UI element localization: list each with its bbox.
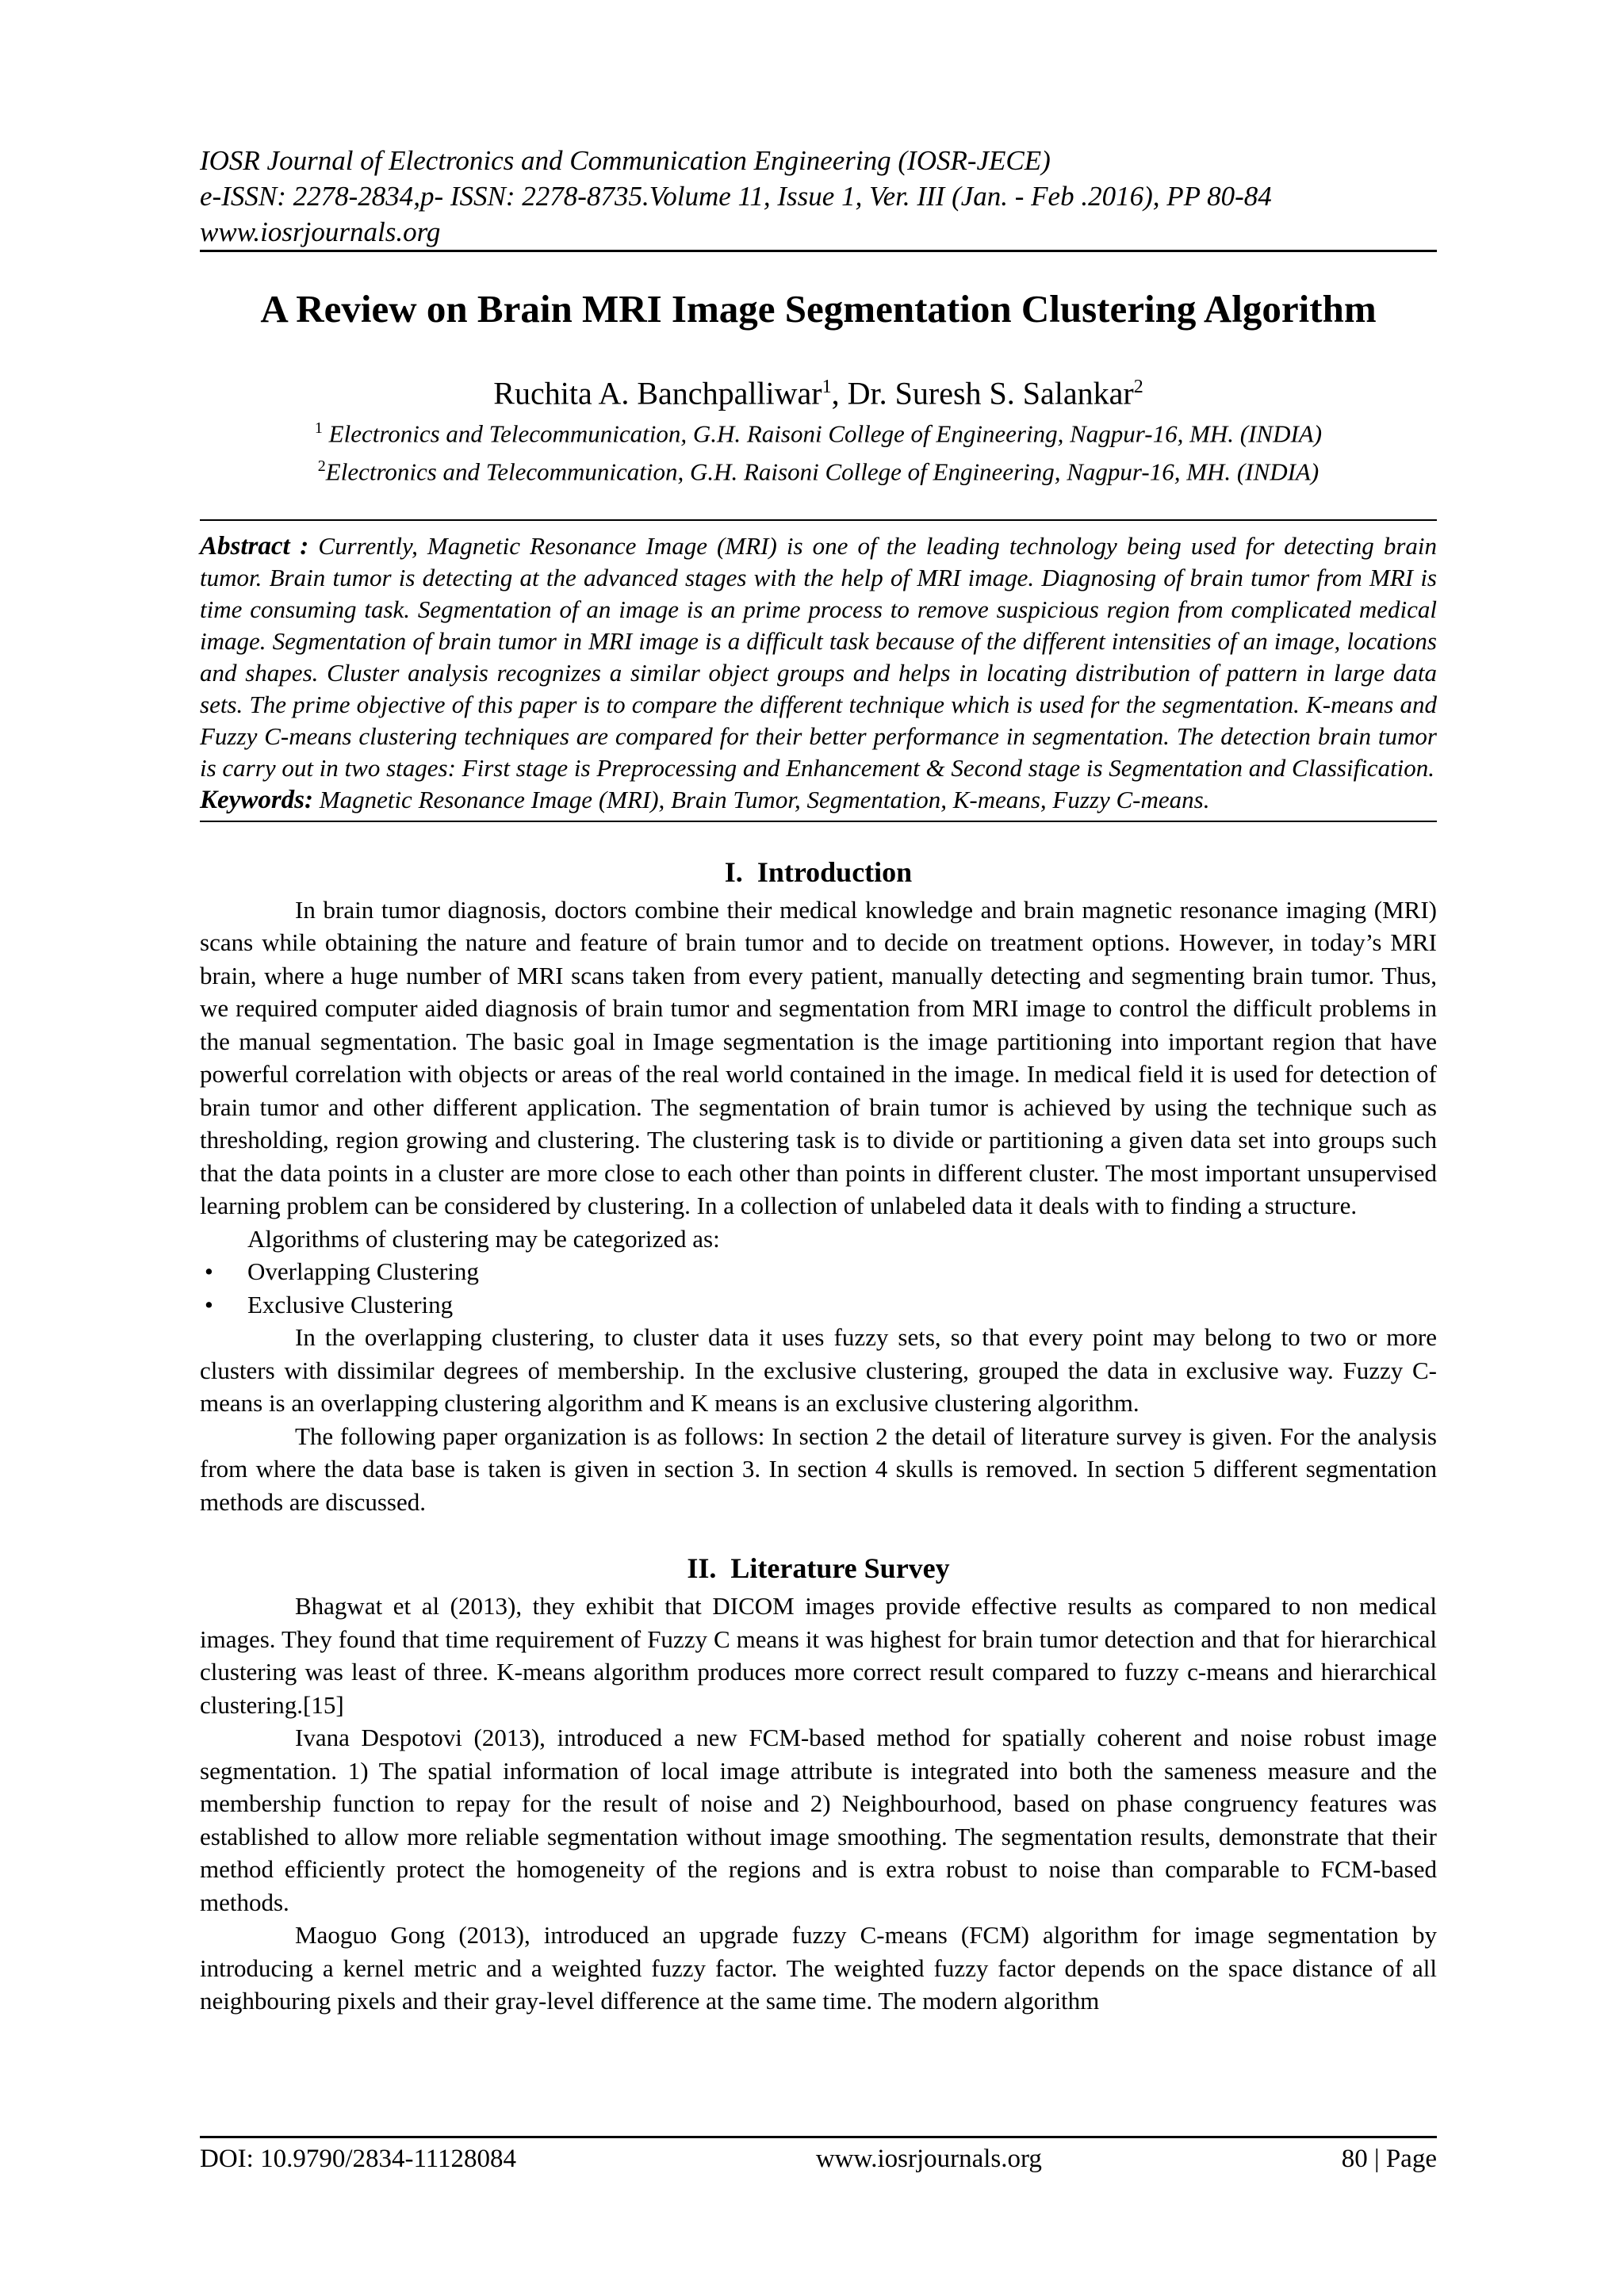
affiliation-1-text: Electronics and Telecommunication, G.H. Raisoni College of Engineering, Nagpur-16, MH. (INDIA) [328, 419, 1323, 448]
section-number: II. [687, 1552, 717, 1585]
clustering-list [200, 1255, 1437, 1321]
abstract-bottom-rule [200, 821, 1437, 822]
lit-paragraph-2: Ivana Despotovi (2013), introduced a new FCM-based method for spatially coherent and noise robust image segmentation. 1) The spatial information of local image attribute is integrated into both the sameness measure and the membership function to repay for the result of noise and 2) Neighbourhood, based on phase congruency features was established to allow more reliable segmentation without image smoothing. The segmentation results, demonstrate that their method efficiently protect the homogeneity of the regions and is extra robust to noise than comparable to FCM-based methods. [200, 1724, 1437, 1916]
author-2: Dr. Suresh S. Salankar [847, 375, 1134, 411]
author-1-sup: 1 [822, 377, 832, 397]
abstract-label: Abstract : [200, 531, 309, 561]
abstract [200, 521, 1437, 816]
author-1: Ruchita A. Banchpalliwar [493, 375, 822, 411]
affiliation-2 [200, 450, 1437, 488]
journal-issn: e-ISSN: 2278-2834,p- ISSN: 2278-8735.Volume 11, Issue 1, Ver. III (Jan. - Feb .2016), PP 80-84 [200, 181, 1272, 212]
section-number: I. [724, 855, 743, 888]
journal-website: www.iosrjournals.org [200, 216, 441, 247]
author-2-sup: 2 [1133, 377, 1143, 397]
affiliation-2-text: Electronics and Telecommunication, G.H. Raisoni College of Engineering, Nagpur-16, MH. (INDIA) [325, 457, 1320, 485]
bullet-icon: • [205, 1257, 213, 1286]
journal-header [200, 143, 1437, 250]
affiliation-2-sup: 2 [317, 457, 326, 475]
journal-name: IOSR Journal of Electronics and Communication Engineering (IOSR-JECE) [200, 145, 1051, 176]
keywords-text: Magnetic Resonance Image (MRI), Brain Tumor, Segmentation, K-means, Fuzzy C-means. [319, 785, 1210, 813]
section-heading-literature-survey [200, 1550, 1437, 1586]
list-item: • Exclusive Clustering [200, 1288, 1437, 1322]
paper-title: A Review on Brain MRI Image Segmentation Clustering Algorithm [260, 287, 1377, 331]
page-footer [200, 2136, 1437, 2174]
section-title: Introduction [756, 855, 913, 888]
clustering-list-intro: Algorithms of clustering may be categorized as: [247, 1224, 720, 1253]
lit-paragraph-1: Bhagwat et al (2013), they exhibit that DICOM images provide effective results as compared to non medical images. They found that time requirement of Fuzzy C means it was highest for brain tumor detection and that for hierarchical clustering was least of three. K-means algorithm produces more correct result compared to fuzzy c-means and hierarchical clustering.[15] [200, 1592, 1437, 1719]
intro-paragraph-2: In the overlapping clustering, to cluster data it uses fuzzy sets, so that every point may belong to two or more clusters with dissimilar degrees of membership. In the exclusive clustering, grouped the data in exclusive way. Fuzzy C-means is an overlapping clustering algorithm and K means is an exclusive clustering algorithm. [200, 1323, 1437, 1418]
footer-website: www.iosrjournals.org [815, 2145, 1042, 2173]
intro-paragraph-3: The following paper organization is as follows: In section 2 the detail of literature survey is given. For the analysis from where the data base is taken is given in section 3. In section 4 skulls is removed. In section 5 different segmentation methods are discussed. [200, 1422, 1437, 1516]
intro-paragraph-1: In brain tumor diagnosis, doctors combine their medical knowledge and brain magnetic resonance imaging (MRI) scans while obtaining the nature and feature of brain tumor and to decide on treatment options. However, in today’s MRI brain, where a huge number of MRI scans taken from every patient, manually detecting and segmenting brain tumor. Thus, we required computer aided diagnosis of brain tumor and segmentation from MRI image to control the difficult problems in the manual segmentation. The basic goal in Image segmentation is the image partitioning into important region that have powerful correlation with objects or areas of the real world contained in the image. In medical field it is used for detection of brain tumor and other different application. The segmentation of brain tumor is achieved by using the technique such as thresholding, region growing and clustering. The clustering task is to divide or partitioning a given data set into groups such that the data points in a cluster are more close to each other than points in different cluster. The most important unsupervised learning problem can be considered by clustering. In a collection of unlabeled data it deals with to finding a structure. [200, 895, 1437, 1220]
bullet-icon: • [205, 1290, 213, 1318]
paper-page [200, 143, 1437, 2018]
author-line [200, 368, 1437, 412]
list-item: • Overlapping Clustering [200, 1255, 1437, 1288]
keywords-label: Keywords: [200, 785, 313, 814]
abstract-text: Currently, Magnetic Resonance Image (MRI) is one of the leading technology being used for detecting brain tumor. Brain tumor is detecting at the advanced stages with the help of MRI image. Diagnosing of brain tumor from MRI is time consuming task. Segmentation of an image is an prime process to remove suspicious region from complicated medical image. Segmentation of brain tumor in MRI image is a difficult task because of the different intensities of an image, locations and shapes. Cluster analysis recognizes a similar object groups and helps in locating distribution of pattern in large data sets. The prime objective of this paper is to compare the different technique which is used for the segmentation. K-means and Fuzzy C-means clustering techniques are compared for their better performance in segmentation. The detection brain tumor is carry out in two stages: First stage is Preprocessing and Enhancement & Second stage is Segmentation and Classification. [200, 531, 1438, 782]
affiliation-1-sup: 1 [314, 419, 323, 438]
section-heading-introduction [200, 854, 1437, 890]
section-title: Literature Survey [730, 1552, 950, 1585]
author-separator: , [831, 375, 848, 411]
lit-paragraph-3: Maoguo Gong (2013), introduced an upgrade fuzzy C-means (FCM) algorithm for image segmentation by introducing a kernel metric and a weighted fuzzy factor. The weighted fuzzy factor depends on the space distance of all neighbouring pixels and their gray-level difference at the same time. The modern algorithm [200, 1921, 1437, 2015]
footer-doi: DOI: 10.9790/2834-11128084 [200, 2145, 517, 2173]
keywords [200, 784, 1437, 816]
footer-page-number: 80 | Page [1341, 2145, 1437, 2173]
header-rule [200, 250, 1437, 252]
affiliation-1 [200, 412, 1437, 450]
